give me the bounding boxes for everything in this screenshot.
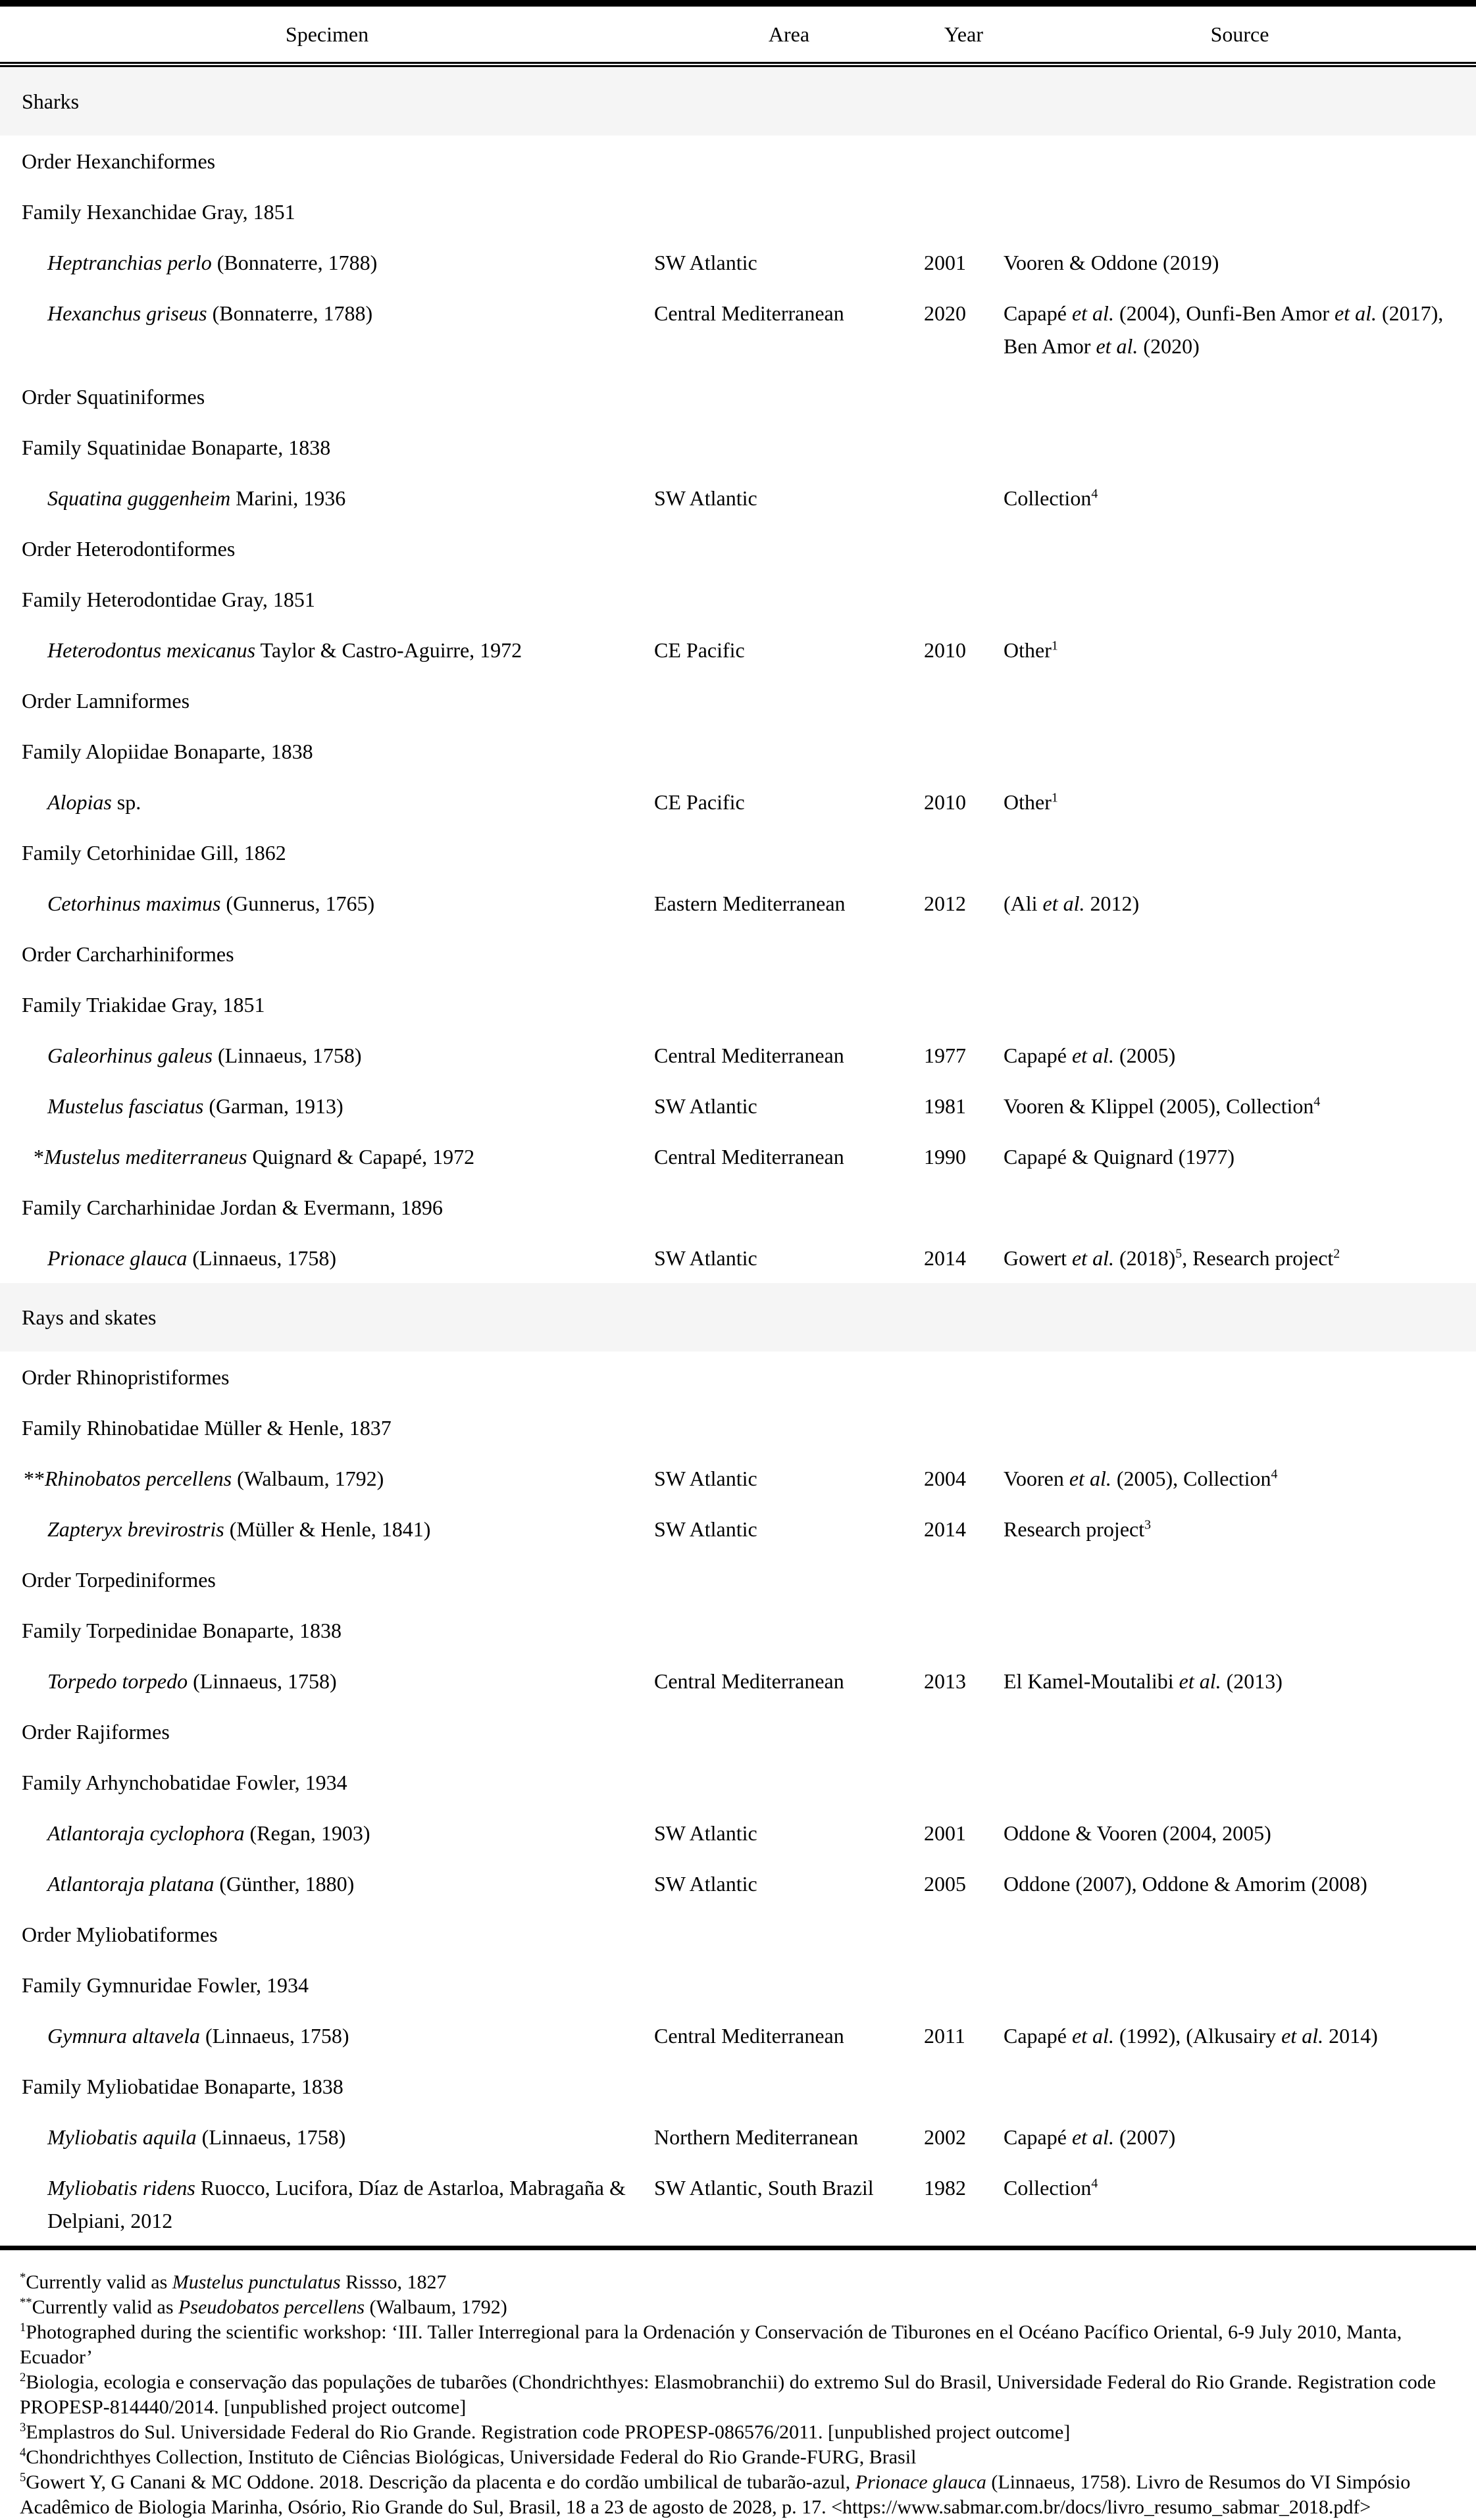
footnote-marker: ** bbox=[20, 2296, 32, 2309]
specimen-cell: Gymnura altavela (Linnaeus, 1758) bbox=[47, 2024, 349, 2048]
year-cell: 2005 bbox=[924, 1872, 966, 1896]
source-cell: Research project$^3$ bbox=[1004, 1517, 1152, 1541]
taxon-label: Family Alopiidae Bonaparte, 1838 bbox=[22, 740, 313, 763]
year-cell: 2011 bbox=[924, 2024, 965, 2048]
area-cell: SW Atlantic bbox=[654, 1821, 757, 1845]
year-cell: 2012 bbox=[924, 892, 966, 915]
taxon-label: Family Cetorhinidae Gill, 1862 bbox=[22, 841, 286, 865]
year-cell: 2014 bbox=[924, 1246, 966, 1270]
taxon-row bbox=[0, 371, 1476, 422]
specimen-cell: Galeorhinus galeus (Linnaeus, 1758) bbox=[47, 1044, 362, 1067]
year-cell: 2013 bbox=[924, 1669, 966, 1693]
taxon-label: Family Hexanchidae Gray, 1851 bbox=[22, 200, 295, 224]
taxon-row bbox=[0, 1402, 1476, 1453]
year-cell: 1990 bbox=[924, 1145, 966, 1169]
taxon-row bbox=[0, 979, 1476, 1030]
area-cell: SW Atlantic, South Brazil bbox=[654, 2176, 874, 2200]
source-cell: Capapé et al. (1992), (Alkusairy et al. 2014) bbox=[1004, 2024, 1378, 2048]
footnote-marker: * bbox=[20, 2271, 26, 2284]
specimen-cell: Atlantoraja platana (Günther, 1880) bbox=[47, 1872, 355, 1896]
taxon-row bbox=[0, 1909, 1476, 1959]
taxon-row bbox=[0, 726, 1476, 776]
specimen-cell: *Mustelus mediterraneus Quignard & Capapé, 1972 bbox=[34, 1145, 475, 1169]
species-row bbox=[0, 1858, 1476, 1909]
taxon-row bbox=[0, 574, 1476, 624]
year-cell: 2004 bbox=[924, 1467, 966, 1490]
species-row bbox=[0, 776, 1476, 827]
taxon-label: Order Rajiformes bbox=[22, 1720, 170, 1744]
area-cell: SW Atlantic bbox=[654, 1467, 757, 1490]
species-row bbox=[0, 1030, 1476, 1080]
footnote: **Currently valid as Pseudobatos percellens (Walbaum, 1792) bbox=[20, 2296, 507, 2318]
section-row bbox=[0, 67, 1476, 136]
taxon-label: Family Torpedinidae Bonaparte, 1838 bbox=[22, 1619, 342, 1642]
species-row bbox=[0, 1503, 1476, 1554]
species-row bbox=[0, 1080, 1476, 1131]
taxon-label: Family Triakidae Gray, 1851 bbox=[22, 993, 265, 1017]
specimen-cell: Prionace glauca (Linnaeus, 1758) bbox=[47, 1246, 336, 1270]
specimen-cell: Myliobatis ridens Ruocco, Lucifora, Díaz de Astarloa, Mabragaña & Delpiani, 2012 bbox=[47, 2176, 626, 2232]
area-cell: SW Atlantic bbox=[654, 1872, 757, 1896]
source-cell: El Kamel-Moutalibi et al. (2013) bbox=[1004, 1669, 1283, 1693]
taxon-row bbox=[0, 928, 1476, 979]
taxon-row bbox=[0, 1554, 1476, 1605]
year-cell: 1981 bbox=[924, 1094, 966, 1118]
area-cell: Central Mediterranean bbox=[654, 1044, 844, 1067]
taxon-label: Family Gymnuridae Fowler, 1934 bbox=[22, 1973, 309, 1997]
species-row bbox=[0, 1453, 1476, 1503]
taxon-row bbox=[0, 1182, 1476, 1232]
source-cell: Capapé et al. (2005) bbox=[1004, 1044, 1176, 1067]
taxon-label: Order Rhinopristiformes bbox=[22, 1365, 230, 1389]
year-cell: 2001 bbox=[924, 1821, 966, 1845]
species-row bbox=[0, 1131, 1476, 1182]
source-cell: Other$^1$ bbox=[1004, 790, 1058, 814]
taxon-row bbox=[0, 1605, 1476, 1655]
source-cell: Collection$^4$ bbox=[1004, 486, 1098, 510]
column-header-area: Area bbox=[768, 22, 810, 46]
column-header-year: Year bbox=[944, 22, 983, 46]
area-cell: Eastern Mediterranean bbox=[654, 892, 846, 915]
taxon-label: Family Heterodontidae Gray, 1851 bbox=[22, 588, 315, 611]
table-body bbox=[0, 67, 1476, 2246]
section-row bbox=[0, 1283, 1476, 1351]
area-cell: Northern Mediterranean bbox=[654, 2125, 859, 2149]
taxon-label: Sharks bbox=[22, 89, 80, 113]
taxon-row bbox=[0, 675, 1476, 726]
species-row bbox=[0, 624, 1476, 675]
footnote: $^4$Chondrichthyes Collection, Instituto de Ciências Biológicas, Universidade Federal do Rio Grande-FURG, Brasil bbox=[20, 2446, 917, 2468]
taxon-label: Order Torpediniformes bbox=[22, 1568, 216, 1592]
area-cell: SW Atlantic bbox=[654, 1246, 757, 1270]
footnote-marker: 4 bbox=[20, 2446, 26, 2459]
column-header-source: Source bbox=[1210, 22, 1269, 46]
footnote: $^5$Gowert Y, G Canani & MC Oddone. 2018. Descrição da placenta e do cordão umbilical de tubarão-azul, Prionace glauca (Linnaeus, 1758). Livro de Resumos do VI Simpósio Acadêmico de Biologia Marinha, Osório, Rio Grande do Sul, Brasil, 18 a 23 de agosto de 2028, p. 17. <https://www.sabmar.com.br/docs/livro_resumo_sabmar_2018.pdf> bbox=[20, 2471, 1411, 2518]
species-row bbox=[0, 1655, 1476, 1706]
year-cell bbox=[924, 472, 1004, 490]
specimen-cell: Torpedo torpedo (Linnaeus, 1758) bbox=[47, 1669, 337, 1693]
taxon-row bbox=[0, 422, 1476, 472]
taxon-label: Family Myliobatidae Bonaparte, 1838 bbox=[22, 2075, 344, 2098]
species-row bbox=[0, 237, 1476, 288]
taxon-row bbox=[0, 1706, 1476, 1757]
taxon-row bbox=[0, 1351, 1476, 1402]
source-cell: Vooren & Oddone (2019) bbox=[1004, 251, 1219, 274]
column-header-specimen: Specimen bbox=[285, 22, 369, 46]
taxon-label: Family Rhinobatidae Müller & Henle, 1837 bbox=[22, 1416, 392, 1440]
specimen-cell: Atlantoraja cyclophora (Regan, 1903) bbox=[47, 1821, 370, 1845]
year-cell: 1977 bbox=[924, 1044, 966, 1067]
specimen-cell: Myliobatis aquila (Linnaeus, 1758) bbox=[47, 2125, 346, 2149]
source-cell: Capapé & Quignard (1977) bbox=[1004, 1145, 1235, 1169]
area-cell: Central Mediterranean bbox=[654, 2024, 844, 2048]
table-top-border bbox=[0, 0, 1476, 7]
taxon-row bbox=[0, 1757, 1476, 1807]
taxon-label: Rays and skates bbox=[22, 1305, 157, 1329]
source-cell: Collection$^4$ bbox=[1004, 2176, 1098, 2200]
area-cell: SW Atlantic bbox=[654, 486, 757, 510]
species-row bbox=[0, 878, 1476, 928]
taxon-row bbox=[0, 1959, 1476, 2010]
species-row bbox=[0, 2111, 1476, 2162]
taxon-label: Order Squatiniformes bbox=[22, 385, 205, 409]
taxon-row bbox=[0, 136, 1476, 186]
area-cell: CE Pacific bbox=[654, 790, 745, 814]
source-cell: Vooren & Klippel (2005), Collection$^4$ bbox=[1004, 1094, 1321, 1118]
footnotes-block bbox=[0, 2250, 1476, 2520]
footnote: $^1$Photographed during the scientific workshop: ‘III. Taller Interregional para la Ordenación y Conservación de Tiburones en el Océano Pacífico Oriental, 6-9 July 2010, Manta, Ecuador’ bbox=[20, 2321, 1402, 2368]
specimen-cell: Hexanchus griseus (Bonnaterre, 1788) bbox=[47, 301, 373, 325]
species-row bbox=[0, 472, 1476, 523]
footnote: *Currently valid as Mustelus punctulatus Rissso, 1827 bbox=[20, 2271, 447, 2293]
area-cell: SW Atlantic bbox=[654, 1517, 757, 1541]
source-cell: Capapé et al. (2004), Ounfi-Ben Amor et al. (2017), Ben Amor et al. (2020) bbox=[1004, 301, 1444, 358]
taxon-label: Order Carcharhiniformes bbox=[22, 942, 234, 966]
area-cell: Central Mediterranean bbox=[654, 1145, 844, 1169]
year-cell: 2014 bbox=[924, 1517, 966, 1541]
taxon-label: Order Hexanchiformes bbox=[22, 149, 216, 173]
table-bottom-border bbox=[0, 2246, 1476, 2250]
taxon-row bbox=[0, 827, 1476, 878]
area-cell: SW Atlantic bbox=[654, 1094, 757, 1118]
specimen-cell: Mustelus fasciatus (Garman, 1913) bbox=[47, 1094, 344, 1118]
species-row bbox=[0, 288, 1476, 371]
taxon-label: Order Heterodontiformes bbox=[22, 537, 236, 561]
year-cell: 2010 bbox=[924, 790, 966, 814]
source-cell: Vooren et al. (2005), Collection$^4$ bbox=[1004, 1467, 1278, 1490]
area-cell: Central Mediterranean bbox=[654, 1669, 844, 1693]
source-cell: (Ali et al. 2012) bbox=[1004, 892, 1140, 915]
footnote: $^2$Biologia, ecologia e conservação das populações de tubarões (Chondrichthyes: Elasmobranchii) do extremo Sul do Brasil, Universidade Federal do Rio Grande. Registration code PROPESP-814440/2014. [unpublished project outcome] bbox=[20, 2371, 1437, 2418]
taxon-row bbox=[0, 523, 1476, 574]
area-cell: SW Atlantic bbox=[654, 251, 757, 274]
footnote-marker: 3 bbox=[20, 2421, 26, 2434]
species-row bbox=[0, 1807, 1476, 1858]
specimen-cell: **Rhinobatos percellens (Walbaum, 1792) bbox=[24, 1467, 384, 1490]
specimen-cell: Zapteryx brevirostris (Müller & Henle, 1841) bbox=[47, 1517, 431, 1541]
source-cell: Oddone (2007), Oddone & Amorim (2008) bbox=[1004, 1872, 1367, 1896]
area-cell: CE Pacific bbox=[654, 638, 745, 662]
table-header-row bbox=[0, 7, 1476, 62]
taxon-label: Family Carcharhinidae Jordan & Evermann, 1896 bbox=[22, 1196, 443, 1219]
source-cell: Other$^1$ bbox=[1004, 638, 1058, 662]
species-row bbox=[0, 2010, 1476, 2061]
specimen-cell: Alopias sp. bbox=[47, 790, 141, 814]
source-cell: Oddone & Vooren (2004, 2005) bbox=[1004, 1821, 1271, 1845]
footnote-marker: 1 bbox=[20, 2321, 26, 2334]
specimen-cell: Squatina guggenheim Marini, 1936 bbox=[47, 486, 346, 510]
area-cell: Central Mediterranean bbox=[654, 301, 844, 325]
taxon-label: Family Squatinidae Bonaparte, 1838 bbox=[22, 436, 331, 459]
source-cell: Capapé et al. (2007) bbox=[1004, 2125, 1176, 2149]
specimen-cell: Cetorhinus maximus (Gunnerus, 1765) bbox=[47, 892, 375, 915]
source-cell: Gowert et al. $(2018)^5$, Research project$^2$ bbox=[1004, 1246, 1340, 1270]
taxon-row bbox=[0, 2061, 1476, 2111]
specimen-cell: Heptranchias perlo (Bonnaterre, 1788) bbox=[47, 251, 378, 274]
year-cell: 2002 bbox=[924, 2125, 966, 2149]
footnote-marker: 5 bbox=[20, 2471, 26, 2484]
species-row bbox=[0, 1232, 1476, 1283]
taxon-label: Order Lamniformes bbox=[22, 689, 190, 713]
header-separator-rule bbox=[0, 62, 1476, 67]
taxon-label: Family Arhynchobatidae Fowler, 1934 bbox=[22, 1771, 347, 1794]
footnote: $^3$Emplastros do Sul. Universidade Federal do Rio Grande. Registration code PROPESP-086576/2011. [unpublished project outcome] bbox=[20, 2421, 1071, 2443]
year-cell: 2001 bbox=[924, 251, 966, 274]
specimen-cell: Heterodontus mexicanus Taylor & Castro-Aguirre, 1972 bbox=[47, 638, 522, 662]
taxon-row bbox=[0, 186, 1476, 237]
footnote-marker: 2 bbox=[20, 2371, 26, 2384]
species-row bbox=[0, 2162, 1476, 2246]
year-cell: 2020 bbox=[924, 301, 966, 325]
year-cell: 2010 bbox=[924, 638, 966, 662]
taxon-label: Order Myliobatiformes bbox=[22, 1923, 218, 1946]
year-cell: 1982 bbox=[924, 2176, 966, 2200]
